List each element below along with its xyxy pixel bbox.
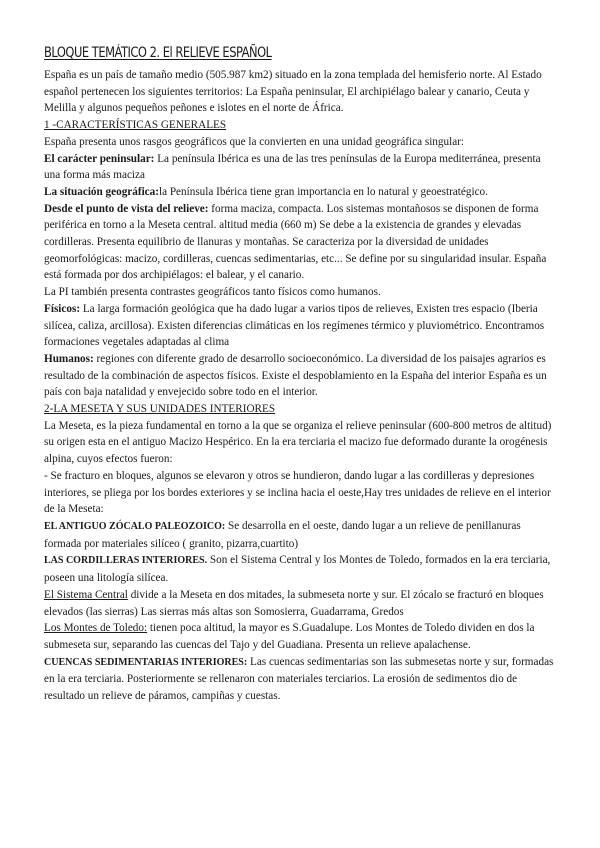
- contrastes-paragraph: La PI también presenta contrastes geográficos tanto físicos como humanos.: [44, 286, 381, 299]
- cordilleras-paragraph: [44, 552, 558, 586]
- humanos-paragraph: [44, 351, 558, 401]
- situacion-paragraph: [44, 184, 558, 201]
- fisicos-paragraph: [44, 301, 558, 351]
- relieve-text: forma maciza, compacta. Los sistemas montañosos se disponen de forma periférica en torno a la Meseta central. altitud media (660 m) Se debe a la existencia de grandes y elevadas cordilleras. Presenta equilibrio de llanuras y montañas. Se caracteriza por la diversidad de unidades geomorfológicas: macizo, cordilleras, cuencas sedimentarias, etc... Se define por su singularidad insular. España está formada por dos archipiélagos: el balear, y el canario.: [44, 202, 547, 282]
- montes-toledo-text: tienen poca altitud, la mayor es S.Guadalupe. Los Montes de Toledo dividen en dos la submeseta sur, separando las cuencas del Tajo y del Guadiana. Presenta un relieve apalachense.: [44, 622, 535, 651]
- page-title: BLOQUE TEMÁTICO 2. El RELIEVE ESPAÑOL: [44, 45, 272, 61]
- caracter-label: El carácter peninsular:: [44, 152, 155, 165]
- fisicos-label: Físicos:: [44, 302, 81, 315]
- section1-heading: 1 -CARACTERÍSTICAS GENERALES: [44, 119, 227, 132]
- situacion-text: la Península Ibérica tiene gran importancia en lo natural y geoestratégico.: [158, 185, 488, 198]
- relieve-label: Desde el punto de vista del relieve:: [44, 202, 209, 215]
- cuencas-text: Las cuencas sedimentarias son las submesetas norte y sur, formadas en la era terciaria. Posteriormente se rellenaron con materiales terciarios. La erosión de sedimentos dio de resultado un relieve de páramos, campiñas y cuestas.: [44, 655, 554, 703]
- caracter-text: La península Ibérica es una de las tres penínsulas de la Europa mediterránea, presenta una forma más maciza: [44, 152, 541, 182]
- sistema-central-paragraph: [44, 587, 558, 620]
- humanos-label: Humanos:: [44, 352, 94, 365]
- fisicos-text: La larga formación geológica que ha dado lugar a varios tipos de relieves, Existen tres espacio (Iberia silícea, caliza, arcillosa). Existen diferencias climáticas en los regímenes térmico y pluviométrico. Encontramos formaciones vegetales adaptadas al clima: [44, 302, 545, 349]
- zocalo-text: Se desarrolla en el oeste, dando lugar a un relieve de penillanuras formada por materiales silíceo ( granito, pizarra,cuartito): [44, 519, 521, 550]
- sistema-central-text: divide a la Meseta en dos mitades, la submeseta norte y sur. El zócalo se fracturó en bloques elevados (las sierras) Las sierras más altas son Somosierra, Guadarrama, Gredos: [44, 588, 544, 618]
- situacion-label: La situación geográfica:: [44, 185, 159, 198]
- zocalo-paragraph: [44, 518, 558, 552]
- cordilleras-label: LAS CORDILLERAS INTERIORES.: [44, 555, 208, 567]
- montes-toledo-paragraph: [44, 620, 558, 653]
- zocalo-label: EL ANTIGUO ZÓCALO PALEOZOICO:: [44, 520, 226, 532]
- section2-heading: 2-LA MESETA Y SUS UNIDADES INTERIORES: [44, 403, 276, 416]
- caracter-paragraph: [44, 151, 558, 184]
- section1-lead: España presenta unos rasgos geográficos que la convierten en una unidad geográfica singular:: [44, 135, 465, 148]
- effects-paragraph: - Se fracturo en bloques, algunos se elevaron y otros se hundieron, dando lugar a las cordilleras y depresiones interiores, se pliega por los bordes exteriores y se inclina hacia el oeste,Hay tres unidades de relieve en el interior de la Meseta:: [44, 469, 551, 516]
- sistema-central-label: El Sistema Central: [44, 588, 128, 601]
- humanos-text: regiones con diferente grado de desarrollo socioeconómico. La diversidad de los paisajes agrarios es resultado de la combinación de aspectos físicos. Existe el despoblamiento en la España del interior España es un país con baja natalidad y envejecido sobre todo en el interior.: [44, 352, 547, 399]
- cuencas-label: CUENCAS SEDIMENTARIAS INTERIORES:: [44, 656, 248, 668]
- cordilleras-text: Son el Sistema Central y los Montes de Toledo, formados en la era terciaria, poseen una litología silícea.: [44, 554, 551, 585]
- cuencas-paragraph: [44, 654, 558, 705]
- relieve-paragraph: [44, 201, 558, 285]
- meseta-paragraph: La Meseta, es la pieza fundamental en torno a la que se organiza el relieve peninsular (600-800 metros de altitud) su origen esta en el antiguo Macizo Hespérico. En la era terciaria el macizo fue deformado durante la orogénesis alpina, cuyos efectos fueron:: [44, 419, 552, 466]
- montes-toledo-label: Los Montes de Toledo:: [44, 622, 148, 635]
- intro-paragraph: España es un país de tamaño medio (505.987 km2) situado en la zona templada del hemisferio norte. Al Estado español pertenecen los siguientes territorios: La España peninsular, El archipiélago balear y canario, Ceuta y Melilla y algunos pequeños peñones e islotes en el norte de África.: [44, 69, 542, 115]
